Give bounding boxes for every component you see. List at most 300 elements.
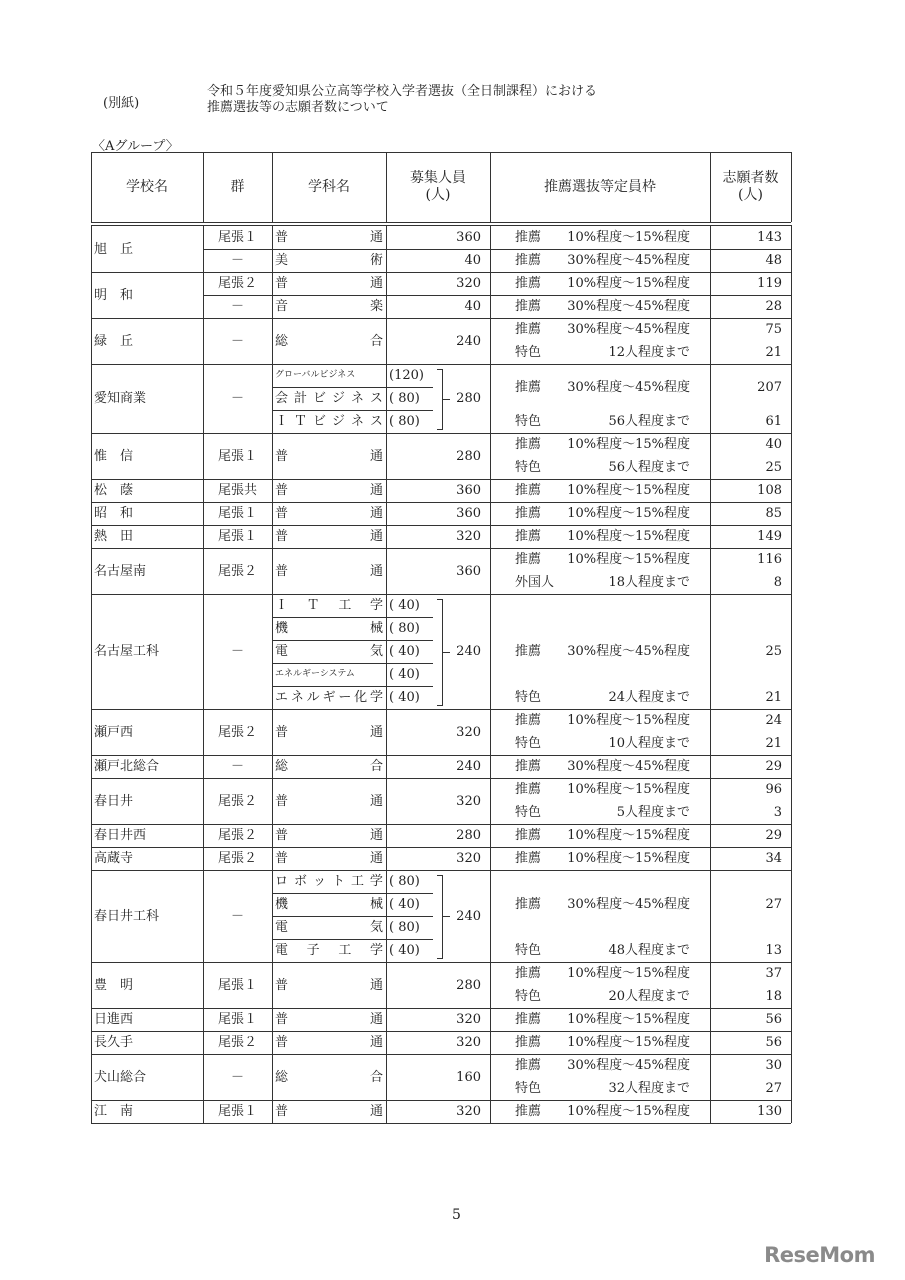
- school-name: 犬山総合: [94, 1069, 147, 1085]
- column-divider: [710, 152, 711, 222]
- column-divider: [272, 152, 273, 222]
- gun: 尾張１: [217, 506, 257, 521]
- document-label: (別紙): [103, 96, 140, 111]
- capacity: 280: [456, 391, 481, 406]
- dept-char: ス: [369, 414, 383, 429]
- row-divider: [91, 222, 791, 223]
- row-divider: [91, 870, 791, 871]
- gun: －: [230, 391, 244, 406]
- applicant-count: 56: [765, 1035, 782, 1050]
- quota-type: 推薦: [515, 299, 542, 314]
- capacity: 360: [456, 506, 481, 521]
- dept-char: 通: [369, 276, 383, 291]
- applicant-count: 130: [757, 1104, 782, 1119]
- gun: 尾張２: [217, 828, 257, 843]
- dept-name: [275, 272, 383, 295]
- dept-char: Ｉ: [275, 414, 289, 429]
- dept-char: ト: [331, 874, 345, 889]
- dept-char: 電: [275, 920, 289, 935]
- dept-char: 普: [275, 506, 289, 521]
- quota-type: 推薦: [515, 713, 542, 728]
- dept-char: 通: [369, 483, 383, 498]
- row-divider: [91, 594, 791, 595]
- quota-type: 推薦: [515, 1058, 542, 1073]
- quota-type: 特色: [515, 805, 542, 820]
- capacity: 40: [464, 253, 481, 268]
- applicant-count: 116: [757, 552, 782, 567]
- header-gun: 群: [230, 178, 245, 195]
- dept-char: ジ: [331, 391, 345, 406]
- quota-type: 推薦: [515, 253, 542, 268]
- dept-char: 普: [275, 563, 289, 579]
- quota-range: 10%程度～15%程度: [567, 230, 690, 245]
- header-school: 学校名: [126, 178, 168, 195]
- school-name: 名古屋南: [94, 563, 147, 579]
- quota-range: 30%程度～45%程度: [567, 644, 690, 659]
- school-name: 昭 和: [94, 506, 134, 521]
- dept-char: 通: [369, 448, 383, 464]
- capacity: 320: [456, 1104, 481, 1119]
- quota-range: 32人程度まで: [608, 1081, 690, 1096]
- dept-char: 術: [369, 253, 383, 268]
- sub-capacity: ( 40): [389, 598, 420, 613]
- row-divider: [272, 916, 433, 917]
- quota-range: 10人程度まで: [608, 736, 690, 751]
- quota-type: 特色: [515, 460, 542, 475]
- capacity: 240: [456, 759, 481, 774]
- dept-char: 通: [369, 828, 383, 843]
- row-divider: [203, 249, 791, 250]
- quota-type: 推薦: [515, 759, 542, 774]
- gun: 尾張１: [217, 448, 257, 464]
- dept-name: [275, 330, 383, 353]
- dept-char: 工: [338, 598, 352, 613]
- quota-type: 推薦: [515, 828, 542, 843]
- dept-name: [275, 847, 383, 870]
- quota-range: 30%程度～45%程度: [567, 1058, 690, 1073]
- row-divider: [272, 686, 433, 687]
- dept-char: 機: [275, 897, 289, 912]
- dept-char: 普: [275, 1035, 289, 1050]
- gun: －: [230, 253, 244, 268]
- document-title: [207, 84, 597, 116]
- dept-name: [275, 916, 383, 939]
- dept-char: ビ: [312, 414, 326, 429]
- dept-name: [275, 870, 383, 893]
- applicant-count: 61: [765, 414, 782, 429]
- gun: 尾張１: [217, 977, 257, 993]
- header-capacity-line2: (人): [425, 187, 451, 203]
- school-name: 高蔵寺: [94, 851, 134, 866]
- school-name: 江 南: [94, 1104, 134, 1119]
- quota-range: 10%程度～15%程度: [567, 1012, 690, 1027]
- dept-char: Ｉ: [275, 598, 289, 613]
- applicant-count: 21: [765, 736, 782, 751]
- dept-char: ボ: [293, 874, 307, 889]
- column-divider: [272, 225, 273, 1123]
- column-divider: [91, 152, 92, 222]
- row-divider: [272, 617, 433, 618]
- dept-char: 普: [275, 1104, 289, 1119]
- column-divider: [386, 364, 387, 433]
- quota-type: 推薦: [515, 483, 542, 498]
- applicant-count: 143: [757, 230, 782, 245]
- dept-char: 普: [275, 1012, 289, 1027]
- quota-range: 10%程度～15%程度: [567, 276, 690, 291]
- row-divider: [272, 939, 433, 940]
- row-divider: [272, 893, 433, 894]
- dept-char: 普: [275, 276, 289, 291]
- dept-char: Ｔ: [293, 414, 307, 429]
- quota-type: 推薦: [515, 644, 542, 659]
- dept-char: 普: [275, 977, 289, 993]
- quota-range: 56人程度まで: [608, 460, 690, 475]
- gun: 尾張２: [217, 851, 257, 866]
- sub-capacity: ( 40): [389, 690, 420, 705]
- quota-range: 30%程度～45%程度: [567, 897, 690, 912]
- applicant-count: 25: [765, 460, 782, 475]
- dept-name: [275, 295, 383, 318]
- school-name: 愛知商業: [94, 391, 147, 406]
- row-divider: [91, 364, 791, 365]
- dept-char: 通: [369, 529, 383, 544]
- quota-range: 10%程度～15%程度: [567, 483, 690, 498]
- capacity: 320: [456, 276, 481, 291]
- applicant-count: 96: [765, 782, 782, 797]
- dept-char: 合: [369, 333, 383, 349]
- quota-type: 推薦: [515, 851, 542, 866]
- gun: －: [230, 333, 244, 349]
- applicant-count: 8: [773, 575, 782, 590]
- quota-range: 30%程度～45%程度: [567, 322, 690, 337]
- quota-range: 18人程度まで: [608, 575, 690, 590]
- applicant-count: 21: [765, 690, 782, 705]
- quota-type: 推薦: [515, 276, 542, 291]
- quota-type: 推薦: [515, 437, 542, 452]
- row-divider: [272, 410, 433, 411]
- dept-char: 美: [275, 253, 289, 268]
- applicant-count: 34: [765, 851, 782, 866]
- dept-name: [275, 364, 383, 387]
- dept-char: エ: [275, 690, 289, 705]
- dept-char: 楽: [369, 299, 383, 314]
- school-name: 長久手: [94, 1035, 134, 1050]
- quota-range: 10%程度～15%程度: [567, 782, 690, 797]
- quota-range: 5人程度まで: [616, 805, 690, 820]
- dept-name: [275, 663, 383, 686]
- dept-name: [275, 893, 383, 916]
- school-name: 瀬戸西: [94, 724, 134, 740]
- school-name: 日進西: [94, 1012, 134, 1027]
- row-divider: [203, 295, 791, 296]
- quota-range: 56人程度まで: [608, 414, 690, 429]
- capacity: 320: [456, 1012, 481, 1027]
- dept-char: 械: [369, 621, 383, 636]
- quota-type: 推薦: [515, 897, 542, 912]
- gun: 尾張２: [217, 1035, 257, 1050]
- dept-name: [275, 790, 383, 813]
- applicant-count: 29: [765, 828, 782, 843]
- gun: －: [230, 1069, 244, 1085]
- dept-char: 通: [369, 851, 383, 866]
- quota-type: 特色: [515, 345, 542, 360]
- dept-char: 普: [275, 793, 289, 809]
- dept-char: 学: [369, 598, 383, 613]
- dept-name: [275, 525, 383, 548]
- capacity: 320: [456, 1035, 481, 1050]
- sub-capacity: ( 40): [389, 667, 420, 682]
- dept-char: 学: [369, 874, 383, 889]
- dept-name: [275, 721, 383, 744]
- dept-char: 械: [369, 897, 383, 912]
- dept-char: 通: [369, 230, 383, 245]
- dept-char: 通: [369, 506, 383, 521]
- quota-type: 推薦: [515, 1104, 542, 1119]
- row-divider: [272, 640, 433, 641]
- dept-char: エネルギーシステム: [275, 669, 355, 679]
- dept-char: 学: [369, 690, 383, 705]
- dept-char: グローバルビジネス: [275, 370, 356, 380]
- applicant-count: 13: [765, 943, 782, 958]
- quota-type: 推薦: [515, 1012, 542, 1027]
- quota-range: 10%程度～15%程度: [567, 713, 690, 728]
- dept-name: [275, 640, 383, 663]
- gun: 尾張１: [217, 529, 257, 544]
- header-applicants: [710, 152, 791, 222]
- header-quota: 推薦選抜等定員枠: [544, 178, 656, 195]
- dept-char: ッ: [312, 874, 326, 889]
- quota-range: 12人程度まで: [608, 345, 690, 360]
- title-line-1: 令和５年度愛知県公立高等学校入学者選抜（全日制課程）における: [207, 84, 598, 99]
- gun: －: [230, 644, 244, 659]
- dept-char: 普: [275, 828, 289, 843]
- sub-capacity: ( 80): [389, 391, 420, 406]
- dept-char: 総: [275, 1069, 289, 1085]
- quota-range: 30%程度～45%程度: [567, 253, 690, 268]
- dept-name: [275, 755, 383, 778]
- dept-char: ー: [338, 690, 352, 705]
- sub-capacity: ( 80): [389, 874, 420, 889]
- capacity: 240: [456, 908, 481, 924]
- gun: 尾張共: [217, 483, 257, 498]
- quota-range: 30%程度～45%程度: [567, 299, 690, 314]
- dept-char: 通: [369, 724, 383, 740]
- dept-char: ロ: [275, 874, 289, 889]
- header-capacity: [386, 152, 490, 222]
- dept-name: [275, 1100, 383, 1123]
- resemom-logo: ReseMom: [764, 1243, 875, 1267]
- dept-char: 機: [275, 621, 289, 636]
- header-dept: 学科名: [308, 178, 350, 195]
- dept-char: ネ: [350, 414, 364, 429]
- applicant-count: 24: [765, 713, 782, 728]
- capacity: 320: [456, 724, 481, 740]
- dept-char: 子: [306, 943, 320, 958]
- quota-type: 推薦: [515, 529, 542, 544]
- capacity: 280: [456, 828, 481, 843]
- sub-capacity: ( 80): [389, 414, 420, 429]
- school-name: 松 蔭: [94, 483, 134, 498]
- school-name: 明 和: [94, 287, 134, 303]
- gun: 尾張１: [217, 230, 257, 245]
- dept-name: [275, 226, 383, 249]
- dept-name: [275, 1066, 383, 1089]
- quota-range: 10%程度～15%程度: [567, 1035, 690, 1050]
- applicant-count: 207: [757, 379, 782, 395]
- school-name: 緑 丘: [94, 333, 134, 349]
- quota-range: 10%程度～15%程度: [567, 966, 690, 981]
- dept-char: 合: [369, 1069, 383, 1085]
- sub-capacity: ( 80): [389, 920, 420, 935]
- capacity: 40: [464, 299, 481, 314]
- quota-type: 推薦: [515, 230, 542, 245]
- dept-name: [275, 387, 383, 410]
- sub-capacity: ( 40): [389, 943, 420, 958]
- dept-char: 通: [369, 1104, 383, 1119]
- sub-capacity: ( 40): [389, 644, 420, 659]
- applicant-count: 21: [765, 345, 782, 360]
- sub-capacity: ( 80): [389, 621, 420, 636]
- applicant-count: 18: [765, 989, 782, 1004]
- dept-name: [275, 939, 383, 962]
- school-name: 熱 田: [94, 529, 134, 544]
- quota-range: 20人程度まで: [608, 989, 690, 1004]
- quota-type: 特色: [515, 690, 542, 705]
- sub-capacity: (120): [389, 368, 424, 383]
- quota-range: 24人程度まで: [608, 690, 690, 705]
- dept-char: Ｔ: [306, 598, 320, 613]
- dept-char: 工: [338, 943, 352, 958]
- applicant-count: 27: [765, 897, 782, 912]
- dept-name: [275, 479, 383, 502]
- dept-name: [275, 974, 383, 997]
- column-divider: [490, 152, 491, 222]
- applicant-count: 29: [765, 759, 782, 774]
- dept-char: 合: [369, 759, 383, 774]
- dept-char: 通: [369, 1012, 383, 1027]
- applicant-count: 37: [765, 966, 782, 981]
- school-name: 瀬戸北総合: [94, 759, 160, 774]
- capacity: 320: [456, 793, 481, 809]
- row-divider: [272, 387, 433, 388]
- gun: －: [230, 299, 244, 314]
- quota-type: 外国人: [515, 575, 555, 590]
- dept-char: 普: [275, 230, 289, 245]
- school-name: 豊 明: [94, 977, 134, 993]
- school-name: 春日井工科: [94, 908, 160, 924]
- group-label: 〈Aグループ〉: [92, 139, 179, 154]
- applicant-count: 119: [757, 276, 782, 291]
- dept-char: 普: [275, 448, 289, 464]
- dept-name: [275, 1008, 383, 1031]
- column-divider: [791, 152, 792, 222]
- dept-char: ル: [306, 690, 320, 705]
- column-divider: [386, 152, 387, 222]
- school-name: 旭 丘: [94, 241, 134, 257]
- capacity: 240: [456, 333, 481, 349]
- quota-range: 10%程度～15%程度: [567, 437, 690, 452]
- dept-name: [275, 686, 383, 709]
- quota-type: 特色: [515, 943, 542, 958]
- row-divider: [91, 1123, 791, 1124]
- quota-type: 推薦: [515, 552, 542, 567]
- capacity: 160: [456, 1069, 481, 1085]
- applicant-count: 30: [765, 1058, 782, 1073]
- applicant-count: 3: [773, 805, 782, 820]
- quota-type: 特色: [515, 736, 542, 751]
- quota-type: 推薦: [515, 966, 542, 981]
- title-line-2: 推薦選抜等の志願者数について: [207, 100, 389, 115]
- gun: 尾張１: [217, 1104, 257, 1119]
- applicant-count: 75: [765, 322, 782, 337]
- dept-char: 通: [369, 563, 383, 579]
- quota-type: 推薦: [515, 379, 542, 395]
- gun: 尾張２: [217, 724, 257, 740]
- gun: 尾張２: [217, 793, 257, 809]
- dept-char: 通: [369, 977, 383, 993]
- school-name: 惟 信: [94, 448, 134, 464]
- quota-type: 特色: [515, 1081, 542, 1096]
- dept-name: [275, 594, 383, 617]
- quota-range: 30%程度～45%程度: [567, 759, 690, 774]
- applicant-count: 149: [757, 529, 782, 544]
- dept-name: [275, 560, 383, 583]
- dept-char: 普: [275, 851, 289, 866]
- dept-char: 気: [369, 920, 383, 935]
- dept-char: 音: [275, 299, 289, 314]
- quota-type: 推薦: [515, 1035, 542, 1050]
- dept-char: 総: [275, 759, 289, 774]
- gun: 尾張１: [217, 1012, 257, 1027]
- quota-range: 30%程度～45%程度: [567, 379, 690, 395]
- dept-char: 気: [369, 644, 383, 659]
- gun: －: [230, 908, 244, 924]
- dept-char: 計: [293, 391, 307, 406]
- applicant-count: 28: [765, 299, 782, 314]
- quota-range: 10%程度～15%程度: [567, 851, 690, 866]
- quota-type: 特色: [515, 989, 542, 1004]
- school-name: 名古屋工科: [94, 644, 160, 659]
- dept-char: ジ: [331, 414, 345, 429]
- dept-char: ネ: [290, 690, 304, 705]
- school-name: 春日井西: [94, 828, 147, 843]
- quota-range: 10%程度～15%程度: [567, 506, 690, 521]
- header-capacity-line1: 募集人員: [410, 170, 466, 186]
- dept-char: 電: [275, 943, 289, 958]
- applicant-count: 25: [765, 644, 782, 659]
- gun: 尾張２: [217, 276, 257, 291]
- school-name: 春日井: [94, 793, 134, 809]
- applicant-count: 85: [765, 506, 782, 521]
- dept-name: [275, 1031, 383, 1054]
- dept-char: 総: [275, 333, 289, 349]
- dept-name: [275, 445, 383, 468]
- dept-char: ギ: [322, 690, 336, 705]
- gun: －: [230, 759, 244, 774]
- header-applicants-line2: (人): [738, 187, 763, 203]
- applicant-count: 56: [765, 1012, 782, 1027]
- dept-name: [275, 502, 383, 525]
- dept-char: ビ: [312, 391, 326, 406]
- dept-char: 普: [275, 724, 289, 740]
- column-divider: [791, 225, 792, 1123]
- dept-char: 電: [275, 644, 289, 659]
- column-divider: [91, 225, 92, 1123]
- applicant-count: 48: [765, 253, 782, 268]
- capacity: 240: [456, 644, 481, 659]
- quota-type: 推薦: [515, 782, 542, 797]
- dept-char: 工: [350, 874, 364, 889]
